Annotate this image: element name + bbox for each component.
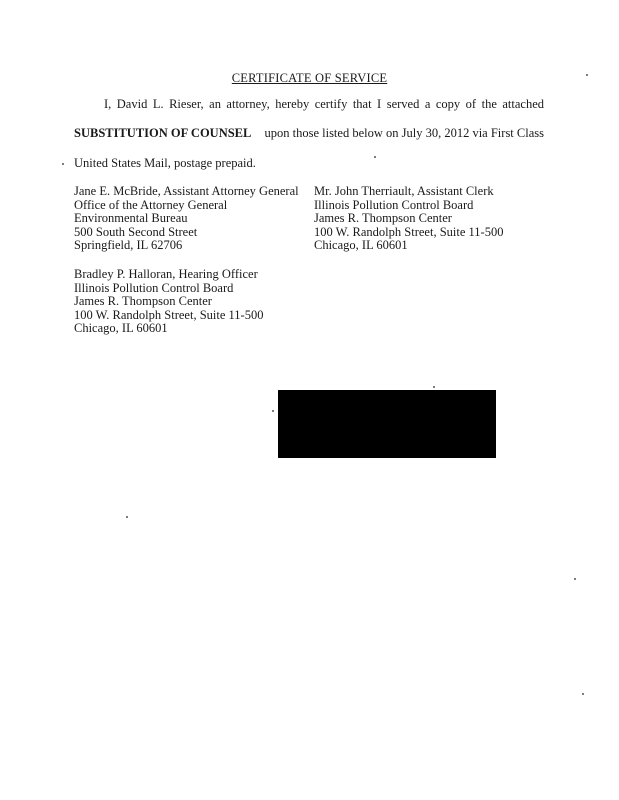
scan-speck (574, 578, 576, 580)
certification-line-3: United States Mail, postage prepaid. (74, 156, 256, 170)
recipient-address-block (74, 185, 299, 253)
recipient-office: Illinois Pollution Control Board (74, 280, 234, 295)
document-name: SUBSTITUTION OF COUNSEL (74, 126, 252, 140)
scan-speck (374, 156, 376, 158)
scan-speck (433, 386, 435, 388)
recipient-name: Jane E. McBride, Assistant Attorney General (74, 184, 299, 198)
certification-line-2 (74, 127, 544, 140)
certificate-title: CERTIFICATE OF SERVICE (231, 71, 388, 85)
scan-speck (582, 693, 584, 695)
recipient-street: 100 W. Randolph Street, Suite 11-500 (74, 307, 264, 322)
recipient-building: James R. Thompson Center (74, 294, 212, 308)
certification-line-2-rest: upon those listed below on July 30, 2012 via First Class (264, 126, 544, 140)
signature-redaction-box (278, 390, 496, 458)
recipient-street: 500 South Second Street (74, 224, 198, 239)
recipient-name: Bradley P. Halloran, Hearing Officer (74, 267, 258, 281)
recipient-city: Springfield, IL 62706 (74, 238, 183, 252)
certification-line-1: I, David L. Rieser, an attorney, hereby certify that I served a copy of the attached (104, 97, 544, 111)
scan-speck (272, 410, 274, 412)
recipient-building: James R. Thompson Center (314, 211, 452, 225)
recipient-city: Chicago, IL 60601 (314, 238, 408, 252)
scan-speck (126, 516, 128, 518)
recipient-office: Office of the Attorney General (74, 197, 228, 212)
recipient-address-block (74, 268, 263, 336)
scan-speck (62, 163, 64, 165)
recipient-name: Mr. John Therriault, Assistant Clerk (314, 184, 494, 198)
recipient-office: Illinois Pollution Control Board (314, 197, 474, 212)
scan-speck (586, 74, 588, 76)
recipient-street: 100 W. Randolph Street, Suite 11-500 (314, 224, 504, 239)
recipient-city: Chicago, IL 60601 (74, 321, 168, 335)
recipient-bureau: Environmental Bureau (74, 211, 188, 225)
recipient-address-block (314, 185, 503, 253)
